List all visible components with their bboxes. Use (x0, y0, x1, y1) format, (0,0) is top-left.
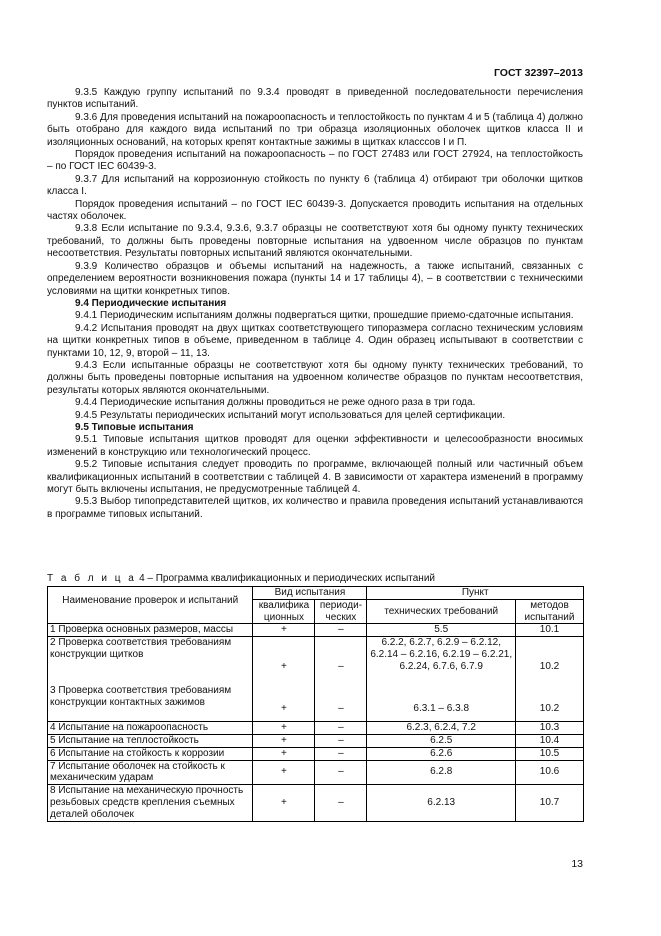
table-row (48, 624, 584, 637)
table-row (48, 722, 584, 735)
row-qualification-mark: + (253, 785, 315, 821)
paragraph: 9.3.5 Каждую группу испытаний по 9.3.4 проводят в приведенной последовательности перечисления пунктов испытаний. (47, 87, 583, 111)
header-kind: Вид испытания (253, 587, 367, 600)
row-name: 5 Испытание на теплостойкость (48, 734, 253, 747)
row-periodic-mark: – (315, 785, 367, 821)
row-tech-item: 6.2.6 (367, 747, 516, 760)
row-method-item: 10.4 (516, 734, 584, 747)
paragraph: 9.3.6 Для проведения испытаний на пожароопасность и теплостойкость по пунктам 4 и 5 (таблица 4) должно быть отобрано для каждого вида испытаний по три образца изоляционных оболочек щитков класса II и изоляционных оснований, на которых крепят контактные зажимы в щитках классcов I и П. (47, 111, 583, 148)
row-mark: – (338, 661, 344, 673)
paragraph: 9.4.5 Результаты периодических испытаний могут использоваться для целей сертификации. (75, 409, 506, 421)
row-mark: + (281, 661, 287, 673)
row-periodic-mark: – (315, 624, 367, 637)
row-qualification-mark: + (253, 734, 315, 747)
paragraph: Порядок проведения испытаний на пожароопасность – по ГОСТ 27483 или ГОСТ 27924, на теплостойкость – по ГОСТ IEC 60439-3. (47, 149, 583, 173)
row-tech-item: 6.2.13 (367, 785, 516, 821)
row-name (48, 637, 253, 722)
header-tech-requirements: технических требований (367, 599, 516, 624)
row-name-text: 2 Проверка соответствия требованиям конструкции щитков (50, 637, 232, 660)
section-heading: 9.5 Типовые испытания (75, 421, 194, 433)
row-method-item: 10.5 (516, 747, 584, 760)
row-periodic-mark (315, 637, 367, 722)
page-number: 13 (571, 858, 583, 870)
row-method-item: 10.6 (516, 760, 584, 785)
header-test-methods: методов испытаний (516, 599, 584, 624)
row-mark: – (338, 703, 344, 715)
paragraph: 9.4.3 Если испытанные образцы не соответствуют хотя бы одному пункту технических требований, то должны быть проведены повторные испытания на удвоенном количестве образцов по пунктам несоответствия, результаты которых являются окончательными. (47, 359, 583, 396)
paragraph: 9.5.3 Выбор типопредставителей щитков, их количество и правила проведения испытаний устанавливаются в программе типовых испытаний. (47, 496, 583, 520)
row-tech-text: 6.2.2, 6.2.7, 6.2.9 – 6.2.12, 6.2.14 – 6.2.16, 6.2.19 – 6.2.21, 6.2.24, 6.7.6, 6.7.9 (370, 637, 513, 672)
row-periodic-mark: – (315, 734, 367, 747)
table-row (48, 760, 584, 785)
row-method-item (516, 637, 584, 722)
paragraph: 9.5.2 Типовые испытания следует проводить по программе, включающей полный или частичный объем квалификационных испытаний в соответствии с таблицей 4. В зависимости от характера изменений в программу могут быть включены испытания, не предусмотренные таблицей 4. (47, 459, 583, 495)
paragraph: 9.4.2 Испытания проводят на двух щитках соответствующего типоразмера согласно техническим условиям на щитки конкретных типов в объеме, приведенном в таблице 4. Один образец испытывают в соответствии с пунктами 10, 12, 9, второй – 11, 13. (47, 322, 583, 359)
row-mark: + (281, 703, 287, 715)
paragraph: 9.3.7 Для испытаний на коррозионную стойкость по пункту 6 (таблица 4) отбирают три оболочки щитков класса I. (47, 173, 583, 198)
paragraph: 9.4.4 Периодические испытания должны проводиться не реже одного раза в три года. (75, 397, 476, 409)
row-tech-item: 6.2.5 (367, 734, 516, 747)
row-tech-item: 6.2.3, 6.2.4, 7.2 (367, 722, 516, 735)
row-qualification-mark: + (253, 747, 315, 760)
row-qualification-mark: + (253, 624, 315, 637)
header-name: Наименование проверок и испытаний (48, 587, 253, 624)
table-row (48, 637, 584, 722)
row-tech-item: 5.5 (367, 624, 516, 637)
table-row (48, 747, 584, 760)
paragraph: 9.4.1 Периодическим испытаниям должны подвергаться щитки, прошедшие приемо-сдаточные испытания. (75, 310, 574, 322)
test-program-table (47, 586, 584, 822)
standard-number: ГОСТ 32397–2013 (493, 67, 583, 79)
table-row (48, 785, 584, 821)
row-name: 7 Испытание оболочек на стойкость к механическим ударам (48, 760, 253, 785)
row-name: 1 Проверка основных размеров, массы (48, 624, 253, 637)
header-qualification: квалифика ционных (253, 599, 315, 624)
row-name: 4 Испытание на пожароопасность (48, 722, 253, 735)
paragraph: Порядок проведения испытаний – по ГОСТ IEC 60439-3. Допускается проводить испытания на отдельных частях оболочек. (47, 198, 583, 223)
row-method-item: 10.7 (516, 785, 584, 821)
row-qualification-mark: + (253, 760, 315, 785)
row-periodic-mark: – (315, 760, 367, 785)
row-tech-text: 6.3.1 – 6.3.8 (413, 703, 470, 715)
table-caption-label: Т а б л и ц а (47, 573, 137, 584)
paragraph: 9.5.1 Типовые испытания щитков проводят для оценки эффективности и целесообразности вносимых изменений в конструкцию или технологический процесс. (47, 434, 583, 458)
row-qualification-mark (253, 637, 315, 722)
row-name: 8 Испытание на механическую прочность резьбовых средств крепления съемных деталей оболочек (48, 785, 253, 821)
row-periodic-mark: – (315, 747, 367, 760)
row-tech-item (367, 637, 516, 722)
row-method-item: 10.3 (516, 722, 584, 735)
table-caption-text: 4 – Программа квалификационных и периодических испытаний (139, 573, 435, 584)
row-name-text: 3 Проверка соответствия требованиям конструкции контактных зажимов (50, 684, 232, 708)
document-body (47, 87, 583, 521)
row-qualification-mark: + (253, 722, 315, 735)
row-tech-item: 6.2.8 (367, 760, 516, 785)
row-name: 6 Испытание на стойкость к коррозии (48, 747, 253, 760)
paragraph: 9.3.8 Если испытание по 9.3.4, 9.3.6, 9.3.7 образцы не соответствуют хотя бы одному пункту технических требований, то должны быть проведены повторные испытания на удвоенном числе образцов по пунктам несоответствия. Результаты повторных испытаний являются окончательными. (47, 223, 583, 260)
table-caption (47, 573, 435, 584)
row-method-text: 10.2 (539, 661, 560, 673)
paragraph: 9.3.9 Количество образцов и объемы испытаний на надежность, а также испытаний, связанных с определением вероятности возникновения пожара (пункты 14 и 17 таблицы 4), – в соответствии с техническими условиями на щитки конкретных типов. (47, 260, 583, 297)
section-heading: 9.4 Периодические испытания (75, 297, 227, 309)
table-row (48, 734, 584, 747)
header-item: Пункт (367, 587, 584, 600)
row-periodic-mark: – (315, 722, 367, 735)
header-periodic: периоди- ческих (315, 599, 367, 624)
row-method-item: 10.1 (516, 624, 584, 637)
row-method-text: 10.2 (539, 703, 560, 715)
